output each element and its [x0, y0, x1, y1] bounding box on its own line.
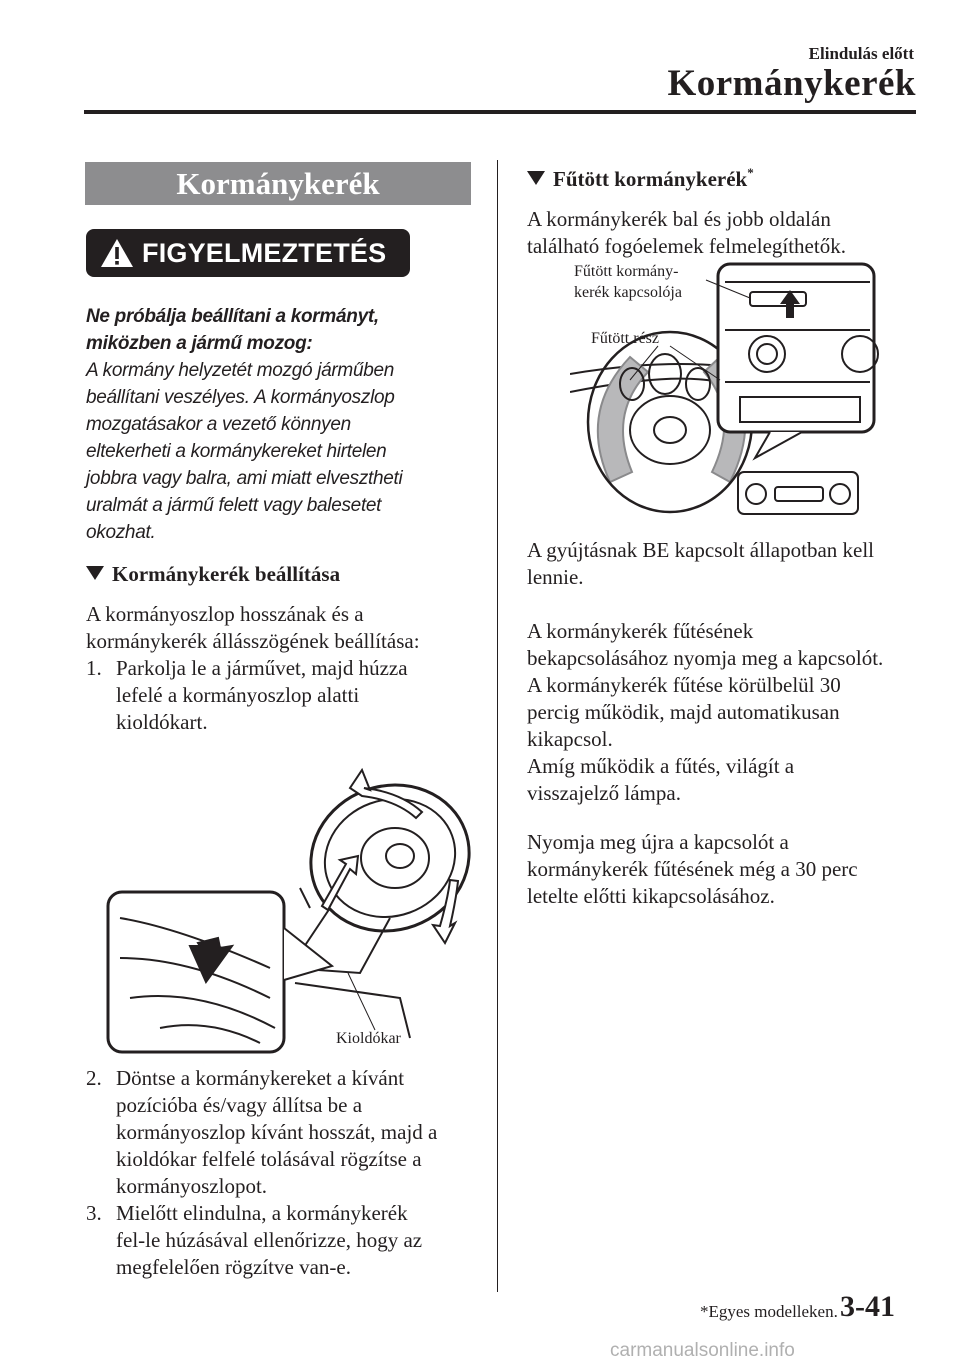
label-heated-area: Fűtött rész [591, 330, 659, 347]
label-release-lever: Kioldókar [336, 1030, 401, 1047]
warning-badge [86, 229, 410, 277]
text-line: kormányoszlop kívánt hosszát, majd a [116, 1120, 438, 1144]
text-line: Döntse a kormánykereket a kívánt [116, 1066, 405, 1090]
warning-line: A kormány helyzetét mozgó járműben [86, 360, 395, 381]
subheading-adjust [86, 562, 340, 587]
text-line: található fogóelemek felmelegíthetők. [527, 234, 846, 258]
subheading-text: Fűtött kormánykerék [553, 167, 748, 191]
watermark: carmanualsonline.info [610, 1340, 795, 1361]
text-line: kioldókar felfelé tolásával rögzítse a [116, 1147, 422, 1171]
warning-line: uralmát a jármű felett vagy balesetet [86, 495, 382, 516]
text-line: bekapcsolásához nyomja meg a kapcsolót. [527, 646, 884, 670]
model-mark: * [747, 165, 754, 180]
adjust-intro [86, 601, 486, 655]
text-line: A gyújtásnak BE kapcsolt állapotban kell [527, 538, 875, 562]
warning-line: beállítani veszélyes. A kormányoszlop [86, 387, 395, 408]
text-line: fel-le húzásával ellenőrizze, hogy az [116, 1228, 423, 1252]
text-line: kikapcsol. [527, 727, 613, 751]
section-name: Elindulás előtt [808, 44, 914, 63]
text-line: kormányoszlopot. [116, 1174, 268, 1198]
text-line: megfelelően rögzítve van-e. [116, 1255, 351, 1279]
text-line: Nyomja meg újra a kapcsolót a [527, 830, 789, 854]
page-number: 3-41 [840, 1290, 895, 1323]
steering-column-illustration [100, 768, 480, 1058]
text-line: percig működik, majd automatikusan [527, 700, 840, 724]
column-divider [497, 160, 498, 1292]
warning-line: okozhat. [86, 522, 156, 543]
warning-triangle-icon [100, 238, 134, 268]
text-line: A kormánykerék fűtése körülbelül 30 [527, 673, 841, 697]
warning-bold-line: Ne próbálja beállítani a kormányt, [86, 306, 379, 327]
warning-line: jobbra vagy balra, ami miatt elvesztheti [86, 468, 403, 489]
text-line: kormánykerék fűtésének még a 30 perc [527, 857, 858, 881]
step-number: 2. [86, 1066, 102, 1090]
text-line: A kormányoszlop hosszának és a [86, 602, 364, 626]
text-line: A kormánykerék bal és jobb oldalán [527, 207, 831, 231]
text-line: Parkolja le a járművet, majd húzza [116, 656, 408, 680]
step-number: 3. [86, 1201, 102, 1225]
list-item [86, 1065, 486, 1200]
text-line: lennie. [527, 565, 584, 589]
text-line: kormánykerék állásszögének beállítása: [86, 629, 420, 653]
text-line: lefelé a kormányoszlop alatti [116, 683, 360, 707]
heated-para-3 [527, 829, 927, 910]
text-line: visszajelző lámpa. [527, 781, 681, 805]
list-item [86, 1200, 486, 1281]
text-line: Mielőtt elindulna, a kormánykerék [116, 1201, 408, 1225]
page-title: Kormánykerék [667, 63, 916, 104]
text-line: letelte előtti kikapcsolásához. [527, 884, 775, 908]
warning-bold-line: miközben a jármű mozog: [86, 333, 313, 354]
text-line: kioldókart. [116, 710, 208, 734]
step-number: 1. [86, 656, 102, 680]
warning-text [86, 303, 486, 546]
text-line: Amíg működik a fűtés, világít a [527, 754, 795, 778]
triangle-bullet-icon [86, 566, 104, 580]
text-line: A kormánykerék fűtésének [527, 619, 754, 643]
warning-line: eltekerheti a kormánykereket hirtelen [86, 441, 387, 462]
step-list-2 [86, 1065, 486, 1281]
text-line: pozícióba és/vagy állítsa be a [116, 1093, 363, 1117]
heated-para-2 [527, 618, 927, 807]
section-banner: Kormánykerék [85, 162, 471, 205]
step-list-1 [86, 655, 486, 736]
heated-intro [527, 206, 927, 260]
list-item [86, 655, 486, 736]
subheading-text: Kormánykerék beállítása [112, 562, 341, 586]
warning-label: FIGYELMEZTETÉS [142, 238, 387, 268]
subheading-heated [527, 165, 754, 192]
header-rule [84, 110, 916, 114]
heated-para-1 [527, 537, 927, 591]
footnote: *Egyes modelleken. [700, 1302, 838, 1321]
triangle-bullet-icon [527, 171, 545, 185]
label-switch-line2: kerék kapcsolója [574, 284, 682, 301]
warning-line: mozgatásakor a vezető könnyen [86, 414, 351, 435]
label-switch-line1: Fűtött kormány- [574, 263, 679, 280]
